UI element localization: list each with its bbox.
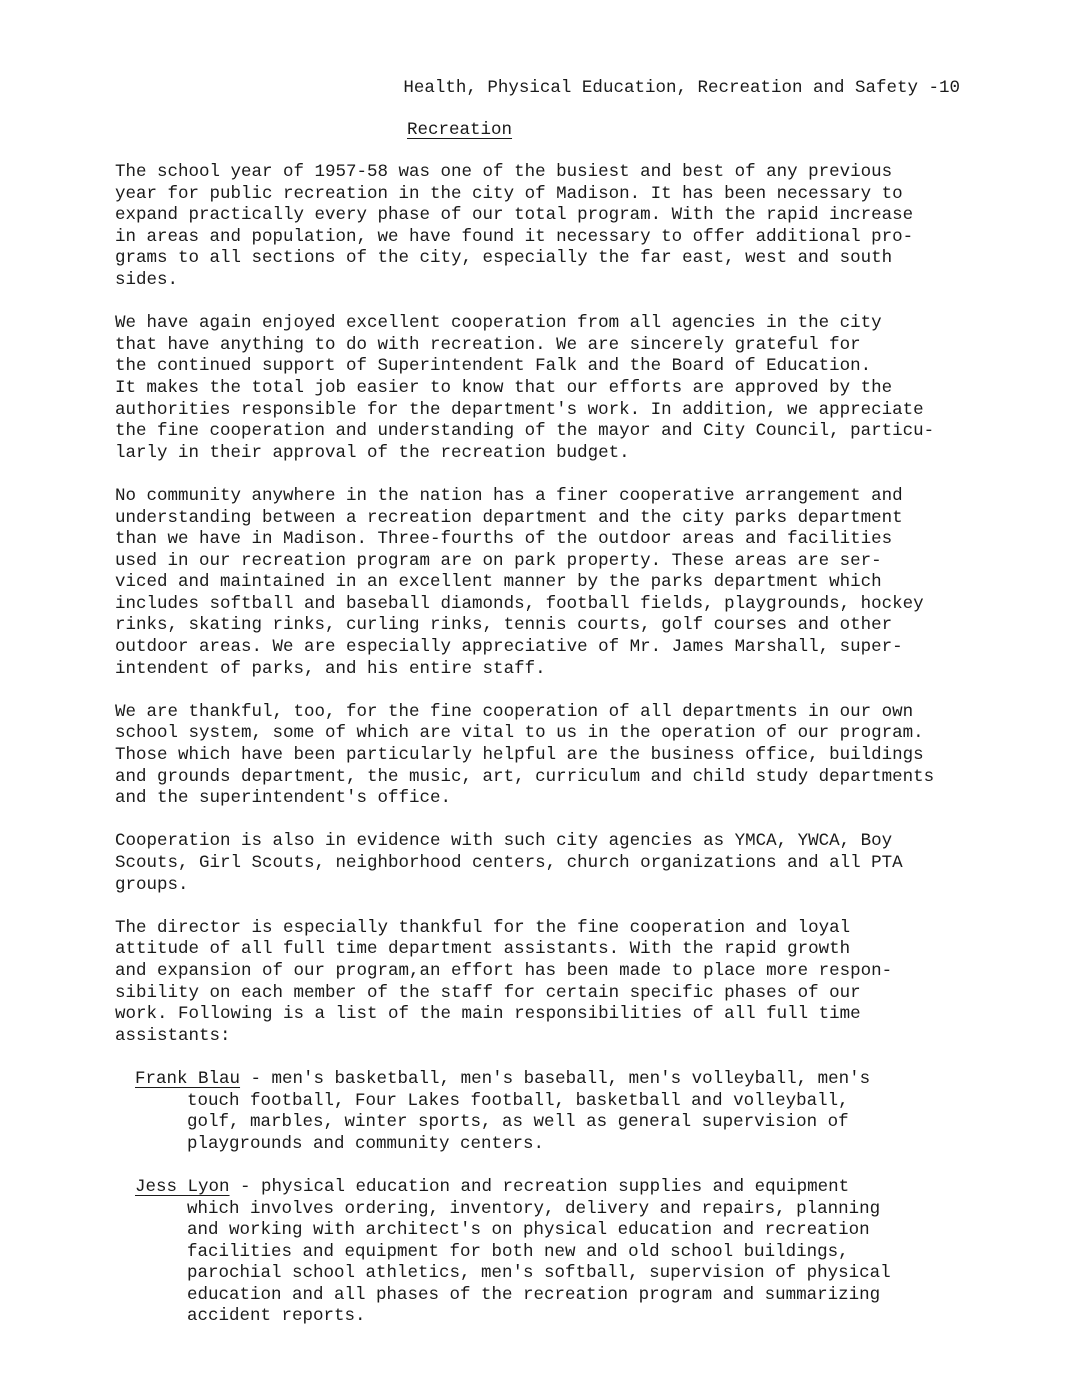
staff-duties-line: which involves ordering, inventory, delivery and repairs, planning [187, 1198, 881, 1219]
staff-duties-line: facilities and equipment for both new and old school buildings, [187, 1241, 849, 1262]
text-line: sides. [115, 269, 179, 290]
text-line: We are thankful, too, for the fine cooperation of all departments in our own [115, 701, 914, 722]
text-line: school system, some of which are vital to us in the operation of our program. [115, 723, 924, 744]
staff-duties-line: playgrounds and community centers. [187, 1133, 545, 1154]
text-line: grams to all sections of the city, especially the far east, west and south [115, 248, 893, 269]
staff-name: Frank Blau [135, 1068, 241, 1089]
text-line: expand practically every phase of our total program. With the rapid increase [115, 205, 914, 226]
text-line: It makes the total job easier to know that our efforts are approved by the [115, 377, 893, 398]
text-line: The school year of 1957-58 was one of the busiest and best of any previous [115, 162, 893, 182]
text-line: the continued support of Superintendent Falk and the Board of Education. [115, 356, 872, 377]
text-line: year for public recreation in the city of Madison. It has been necessary to [115, 183, 903, 204]
paragraph [115, 702, 947, 810]
text-line: viced and maintained in an excellent manner by the parks department which [115, 572, 882, 593]
text-line: intendent of parks, and his entire staff. [115, 658, 546, 679]
paragraph [115, 486, 947, 680]
text-line: rinks, skating rinks, curling rinks, tennis courts, golf courses and other [115, 615, 893, 636]
paragraph [115, 831, 947, 896]
staff-list [115, 1069, 947, 1328]
text-line: work. Following is a list of the main responsibilities of all full time [115, 1004, 861, 1025]
page-header: Health, Physical Education, Recreation and Safety -10 [403, 78, 960, 98]
text-line: No community anywhere in the nation has a finer cooperative arrangement and [115, 485, 903, 506]
section-title: Recreation [407, 120, 513, 140]
staff-entry [135, 1069, 947, 1155]
text-line: that have anything to do with recreation. We are sincerely grateful for [115, 334, 861, 355]
text-line: and expansion of our program,an effort has been made to place more respon- [115, 960, 893, 981]
staff-duties-line: golf, marbles, winter sports, as well as general supervision of [187, 1112, 849, 1133]
text-line: and grounds department, the music, art, curriculum and child study departments [115, 766, 935, 787]
staff-duties-line: education and all phases of the recreation program and summarizing [187, 1284, 881, 1305]
text-line: understanding between a recreation department and the city parks department [115, 507, 903, 528]
staff-first-line [135, 1177, 947, 1199]
paragraph [115, 918, 947, 1048]
text-line: Those which have been particularly helpful are the business office, buildings [115, 745, 924, 766]
paragraphs [115, 162, 947, 1047]
staff-first-line [135, 1069, 947, 1091]
text-line: Cooperation is also in evidence with such city agencies as YMCA, YWCA, Boy [115, 831, 893, 852]
text-line: larly in their approval of the recreation budget. [115, 442, 630, 463]
paragraph [115, 313, 947, 464]
staff-duties-first: - men's basketball, men's baseball, men's volleyball, men's [240, 1068, 871, 1089]
staff-name: Jess Lyon [135, 1176, 230, 1197]
text-line: groups. [115, 874, 189, 895]
text-line: We have again enjoyed excellent cooperation from all agencies in the city [115, 313, 882, 334]
text-line: The director is especially thankful for the fine cooperation and loyal [115, 917, 851, 938]
text-line: assistants: [115, 1025, 231, 1046]
text-line: than we have in Madison. Three-fourths of the outdoor areas and facilities [115, 529, 893, 550]
text-line: and the superintendent's office. [115, 788, 452, 809]
text-line: includes softball and baseball diamonds, football fields, playgrounds, hockey [115, 593, 924, 614]
text-line: outdoor areas. We are especially appreciative of Mr. James Marshall, super- [115, 637, 903, 658]
text-line: used in our recreation program are on park property. These areas are ser- [115, 550, 882, 571]
paragraph [115, 162, 947, 292]
body-text [115, 162, 947, 1350]
staff-duties-line: accident reports. [187, 1306, 366, 1327]
text-line: in areas and population, we have found it necessary to offer additional pro- [115, 226, 914, 247]
staff-duties-line: and working with architect's on physical education and recreation [187, 1220, 870, 1241]
staff-duties-first: - physical education and recreation supplies and equipment [229, 1176, 850, 1197]
staff-duties-line: touch football, Four Lakes football, basketball and volleyball, [187, 1090, 849, 1111]
text-line: attitude of all full time department assistants. With the rapid growth [115, 939, 851, 960]
staff-duties-line: parochial school athletics, men's softball, supervision of physical [187, 1263, 891, 1284]
text-line: authorities responsible for the department's work. In addition, we appreciate [115, 399, 924, 420]
text-line: Scouts, Girl Scouts, neighborhood centers, church organizations and all PTA [115, 853, 903, 873]
text-line: the fine cooperation and understanding of the mayor and City Council, particu- [115, 421, 935, 442]
staff-entry [135, 1177, 947, 1328]
text-line: sibility on each member of the staff for certain specific phases of our [115, 982, 861, 1003]
